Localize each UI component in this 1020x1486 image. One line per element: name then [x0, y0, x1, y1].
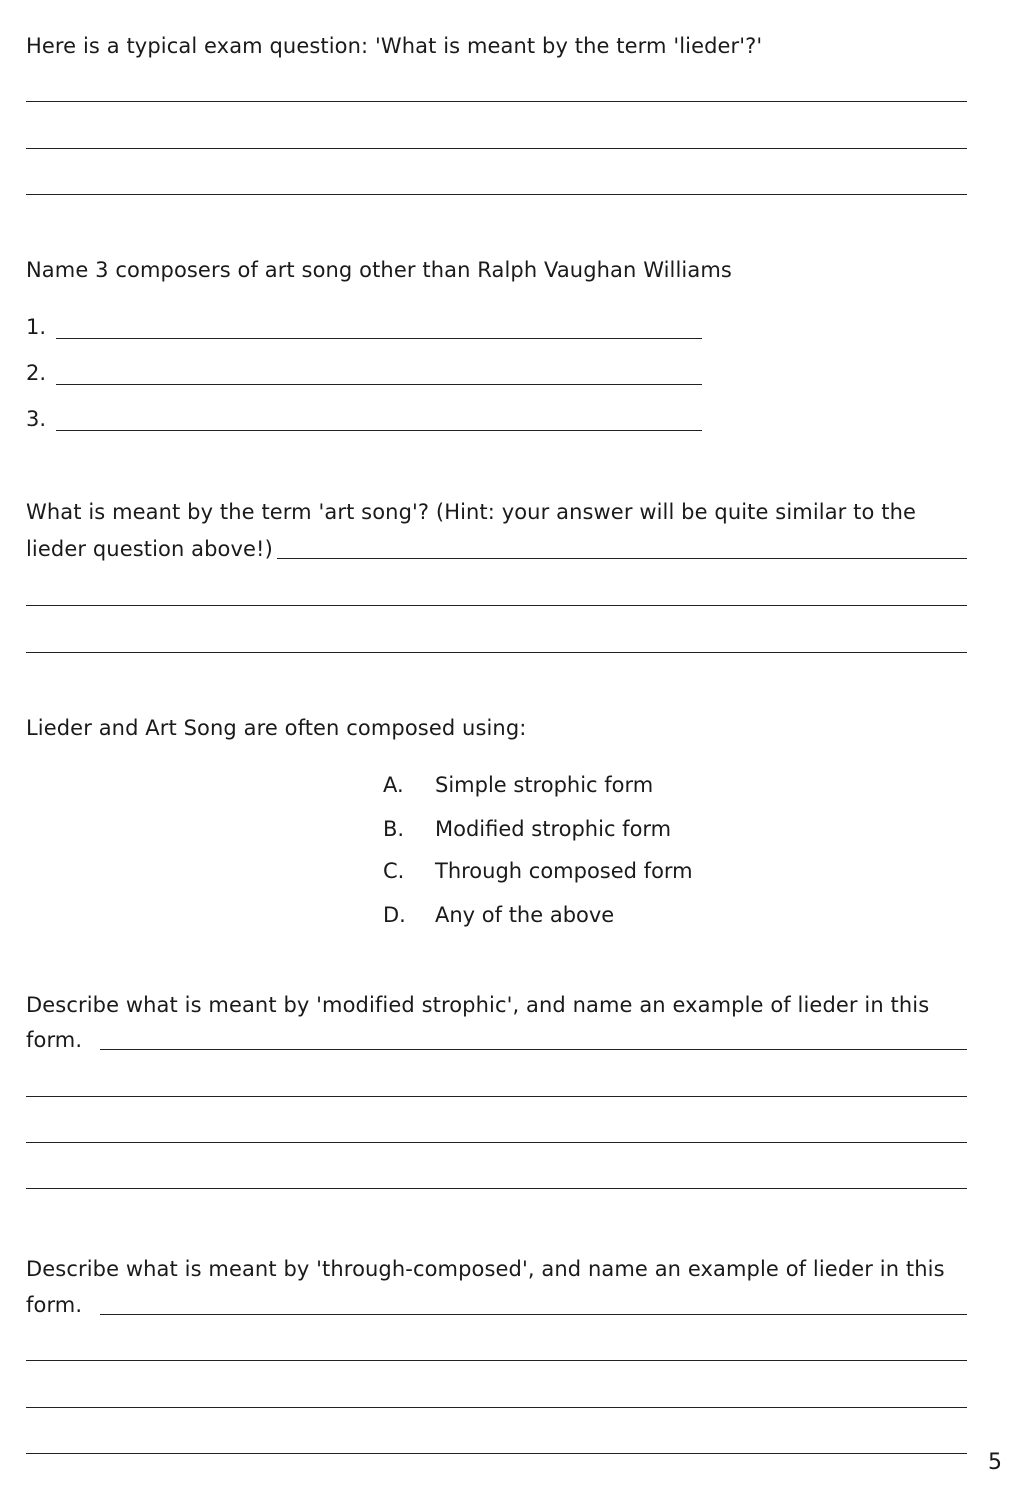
option-a[interactable] — [383, 770, 653, 800]
option-b[interactable] — [383, 814, 671, 844]
answer-line[interactable] — [26, 1142, 967, 1143]
option-letter: B. — [383, 817, 405, 841]
option-text: Any of the above — [435, 903, 615, 927]
answer-line-1[interactable] — [56, 338, 702, 339]
option-letter: A. — [383, 773, 404, 797]
answer-line-2[interactable] — [56, 384, 702, 385]
option-letter: D. — [383, 903, 406, 927]
option-letter: C. — [383, 859, 405, 883]
option-d[interactable] — [383, 900, 614, 930]
answer-line[interactable] — [26, 101, 967, 102]
question-6-prompt-line-2: form. — [26, 1293, 83, 1317]
answer-line[interactable] — [26, 605, 967, 606]
answer-number-1: 1. — [26, 315, 47, 339]
answer-line[interactable] — [26, 194, 967, 195]
question-5-prompt-line-2: form. — [26, 1028, 83, 1052]
answer-line[interactable] — [26, 1360, 967, 1361]
question-2-prompt: Name 3 composers of art song other than Ralph Vaughan Williams — [26, 258, 732, 282]
answer-line[interactable] — [26, 1188, 967, 1189]
answer-line[interactable] — [100, 1314, 967, 1315]
question-3-prompt-line-2: lieder question above!) — [26, 537, 273, 561]
question-1-prompt: Here is a typical exam question: 'What is meant by the term 'lieder'?' — [26, 34, 763, 58]
question-4-prompt: Lieder and Art Song are often composed using: — [26, 716, 527, 740]
question-5-prompt-line-1: Describe what is meant by 'modified strophic', and name an example of lieder in this — [26, 993, 930, 1017]
answer-number-2: 2. — [26, 361, 47, 385]
option-text: Through composed form — [435, 859, 693, 883]
answer-line[interactable] — [26, 1096, 967, 1097]
answer-line[interactable] — [26, 1407, 967, 1408]
answer-line[interactable] — [26, 148, 967, 149]
question-6-prompt-line-1: Describe what is meant by 'through-composed', and name an example of lieder in this — [26, 1257, 945, 1281]
page-number: 5 — [988, 1450, 1002, 1475]
answer-number-3: 3. — [26, 407, 47, 431]
answer-line[interactable] — [277, 558, 967, 559]
answer-line[interactable] — [100, 1049, 967, 1050]
option-text: Modified strophic form — [435, 817, 672, 841]
option-c[interactable] — [383, 856, 693, 886]
option-text: Simple strophic form — [435, 773, 654, 797]
question-3-prompt-line-1: What is meant by the term 'art song'? (Hint: your answer will be quite similar to the — [26, 500, 917, 524]
answer-line[interactable] — [26, 1453, 967, 1454]
answer-line-3[interactable] — [56, 430, 702, 431]
answer-line[interactable] — [26, 652, 967, 653]
